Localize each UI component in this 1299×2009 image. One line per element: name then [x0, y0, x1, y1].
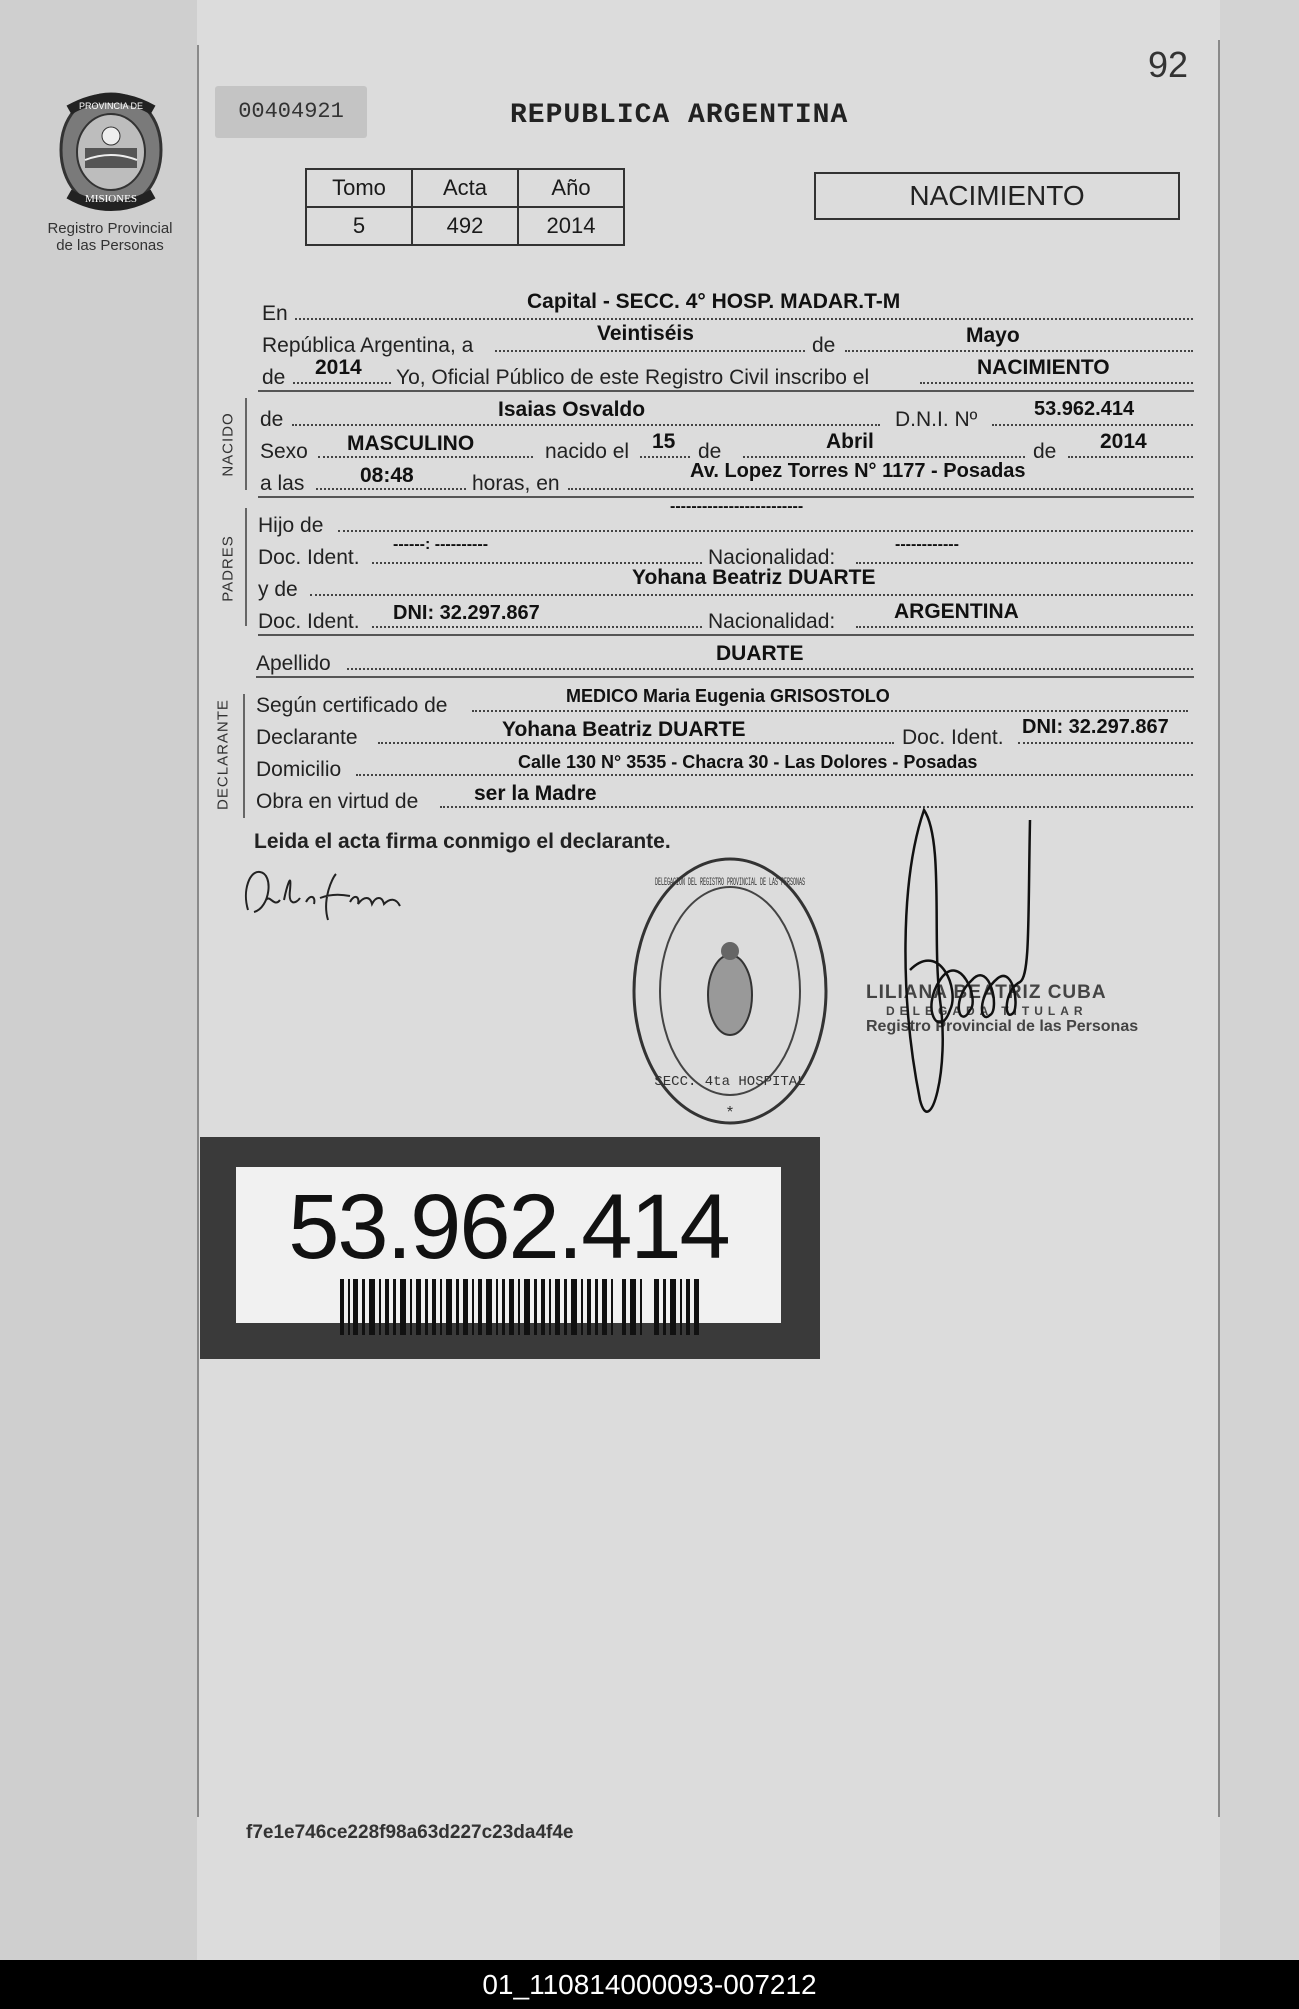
- register-table: [305, 168, 625, 246]
- register-value-acta: 492: [412, 207, 518, 245]
- cert-dots: [472, 710, 1188, 712]
- name-dots: [292, 424, 880, 426]
- padres-bar: [245, 508, 247, 626]
- en-dots: [295, 318, 1193, 320]
- time-value: 08:48: [360, 464, 414, 487]
- obra-dots: [440, 806, 1193, 808]
- de-label-2: de: [262, 366, 286, 389]
- sexo-label: Sexo: [260, 440, 308, 463]
- padres-section-label: PADRES: [219, 535, 237, 602]
- dni-label-number: 53.962.414: [288, 1176, 729, 1278]
- register-value-tomo: 5: [306, 207, 412, 245]
- day-dots: [495, 350, 805, 352]
- en-label: En: [262, 302, 288, 325]
- official-title: DELEGADA TITULAR: [886, 1004, 1088, 1018]
- birth-place-value: Av. Lopez Torres N° 1177 - Posadas: [690, 460, 1026, 482]
- official-stamp-icon: [630, 855, 830, 1127]
- certificate-value: MEDICO Maria Eugenia GRISOSTOLO: [566, 686, 890, 706]
- father-doc-dots: [372, 562, 702, 564]
- dni-label-sticker: [200, 1137, 820, 1359]
- reason-value: ser la Madre: [474, 782, 597, 805]
- seal-text-bottom: MISIONES: [85, 193, 137, 205]
- declarante-doc-label: Doc. Ident.: [902, 726, 1004, 749]
- svg-text:*: *: [726, 1104, 734, 1121]
- sexo-value: MASCULINO: [347, 432, 475, 455]
- mother-value: Yohana Beatriz DUARTE: [632, 566, 876, 589]
- inscribo-label: Yo, Oficial Público de este Registro Civil inscribo el: [396, 366, 870, 389]
- mother-doc-dots: [372, 626, 702, 628]
- de-label-3: de: [698, 440, 722, 463]
- obra-label: Obra en virtud de: [256, 790, 419, 813]
- father-dots: [338, 530, 1193, 532]
- official-registry: Registro Provincial de las Personas: [866, 1018, 1139, 1035]
- nacido-bar: [245, 398, 247, 490]
- hijo-de-label: Hijo de: [258, 514, 324, 537]
- page-number: 92: [1148, 44, 1189, 85]
- declarante-doc-dots: [1018, 742, 1193, 744]
- mother-doc-label: Doc. Ident.: [258, 610, 360, 633]
- address-value: Calle 130 N° 3535 - Chacra 30 - Las Dolores - Posadas: [518, 752, 978, 772]
- sexo-dots: [318, 456, 533, 458]
- declarante-doc-value: DNI: 32.297.867: [1022, 716, 1169, 738]
- mother-nac-label: Nacionalidad:: [708, 610, 836, 633]
- seal-text-top: PROVINCIA DE: [78, 101, 144, 111]
- yde-label: y de: [258, 578, 298, 601]
- page-edge-right: [1218, 40, 1220, 1817]
- alas-label: a las: [260, 472, 305, 495]
- child-dni-value: 53.962.414: [1034, 398, 1135, 420]
- register-value-ano: 2014: [518, 207, 624, 245]
- cert-label: Según certificado de: [256, 694, 448, 717]
- register-header-row: [306, 169, 624, 207]
- footer-filename: 01_110814000093-007212: [0, 1960, 1299, 2009]
- domicilio-label: Domicilio: [256, 758, 342, 781]
- rule-apellido: [256, 676, 1194, 678]
- page-shadow-right: [1220, 0, 1299, 1960]
- birth-place-dots: [568, 488, 1193, 490]
- mother-dots: [310, 594, 1193, 596]
- birth-year-dots: [1068, 456, 1193, 458]
- mother-nac-dots: [856, 626, 1193, 628]
- birth-day-dots: [640, 456, 690, 458]
- register-value-row: [306, 207, 624, 245]
- apellido-dots: [347, 668, 1193, 670]
- register-header-ano: Año: [518, 169, 624, 207]
- apellido-label: Apellido: [256, 652, 331, 675]
- declarante-label: Declarante: [256, 726, 358, 749]
- father-value: -------------------------: [670, 498, 804, 515]
- father-nac-dots: [856, 562, 1193, 564]
- country-title: REPUBLICA ARGENTINA: [510, 100, 849, 131]
- month-value: Mayo: [966, 324, 1020, 347]
- declarante-name-value: Yohana Beatriz DUARTE: [502, 718, 746, 741]
- page-shadow-left: [0, 0, 197, 1960]
- logo-caption: [30, 220, 190, 254]
- declarant-signature-icon: [240, 860, 460, 930]
- mother-doc-value: DNI: 32.297.867: [393, 602, 540, 624]
- logo-caption-line1: Registro Provincial: [47, 220, 173, 237]
- father-nac-label: Nacionalidad:: [708, 546, 836, 569]
- father-doc-label: Doc. Ident.: [258, 546, 360, 569]
- time-dots: [316, 488, 466, 490]
- father-nationality-value: ------------: [895, 536, 959, 553]
- birth-month-dots: [743, 456, 1025, 458]
- horas-label: horas, en: [472, 472, 560, 495]
- dni-dots: [992, 424, 1193, 426]
- official-signature-icon: [880, 800, 1080, 1130]
- register-header-acta: Acta: [412, 169, 518, 207]
- nacido-section-label: NACIDO: [219, 412, 237, 477]
- birth-day-value: 15: [652, 430, 676, 453]
- domicilio-dots: [356, 774, 1193, 776]
- closing-statement: Leida el acta firma conmigo el declarante.: [254, 830, 671, 853]
- birth-year-value: 2014: [1100, 430, 1147, 453]
- year-value: 2014: [315, 356, 362, 379]
- birth-month-value: Abril: [826, 430, 874, 453]
- place-value: Capital - SECC. 4° HOSP. MADAR.T-M: [527, 290, 901, 313]
- document-hash: f7e1e746ce228f98a63d227c23da4f4e: [246, 1822, 574, 1843]
- apellido-value: DUARTE: [716, 642, 804, 665]
- page-edge-left: [197, 45, 199, 1817]
- mother-nationality-value: ARGENTINA: [894, 600, 1019, 623]
- serial-number: 00404921: [215, 86, 367, 138]
- event-dots: [920, 382, 1193, 384]
- register-header-tomo: Tomo: [306, 169, 412, 207]
- event-value: NACIMIENTO: [977, 356, 1110, 379]
- republica-label: República Argentina, a: [262, 334, 474, 357]
- logo-caption-line2: de las Personas: [56, 237, 164, 254]
- declarante-section-label: DECLARANTE: [214, 699, 232, 810]
- de-label-4: de: [1033, 440, 1057, 463]
- dni-label-inner: [236, 1167, 781, 1323]
- stamp-inner-text: SECC. 4ta HOSPITAL: [654, 1074, 806, 1090]
- de-label-1: de: [812, 334, 836, 357]
- record-type-box: NACIMIENTO: [814, 172, 1180, 220]
- province-seal-icon: [55, 90, 167, 214]
- nacido-el-label: nacido el: [545, 440, 630, 463]
- stamp-ring-text: DELEGACION DEL REGISTRO PROVINCIAL DE LAS PERSONAS: [655, 877, 806, 889]
- barcode-icon: [340, 1279, 700, 1335]
- child-name-value: Isaias Osvaldo: [498, 398, 646, 421]
- month-dots: [845, 350, 1193, 352]
- year-dots: [293, 382, 391, 384]
- nacido-de-label: de: [260, 408, 284, 431]
- official-name: LILIANA BEATRIZ CUBA: [866, 982, 1107, 1003]
- declarante-dots: [378, 742, 894, 744]
- rule-padres: [258, 634, 1194, 636]
- rule-intro: [258, 390, 1194, 392]
- declarante-bar: [243, 694, 245, 818]
- dni-label: D.N.I. Nº: [895, 408, 978, 431]
- day-value: Veintiséis: [597, 322, 694, 345]
- father-doc-value: ------: ----------: [393, 536, 489, 553]
